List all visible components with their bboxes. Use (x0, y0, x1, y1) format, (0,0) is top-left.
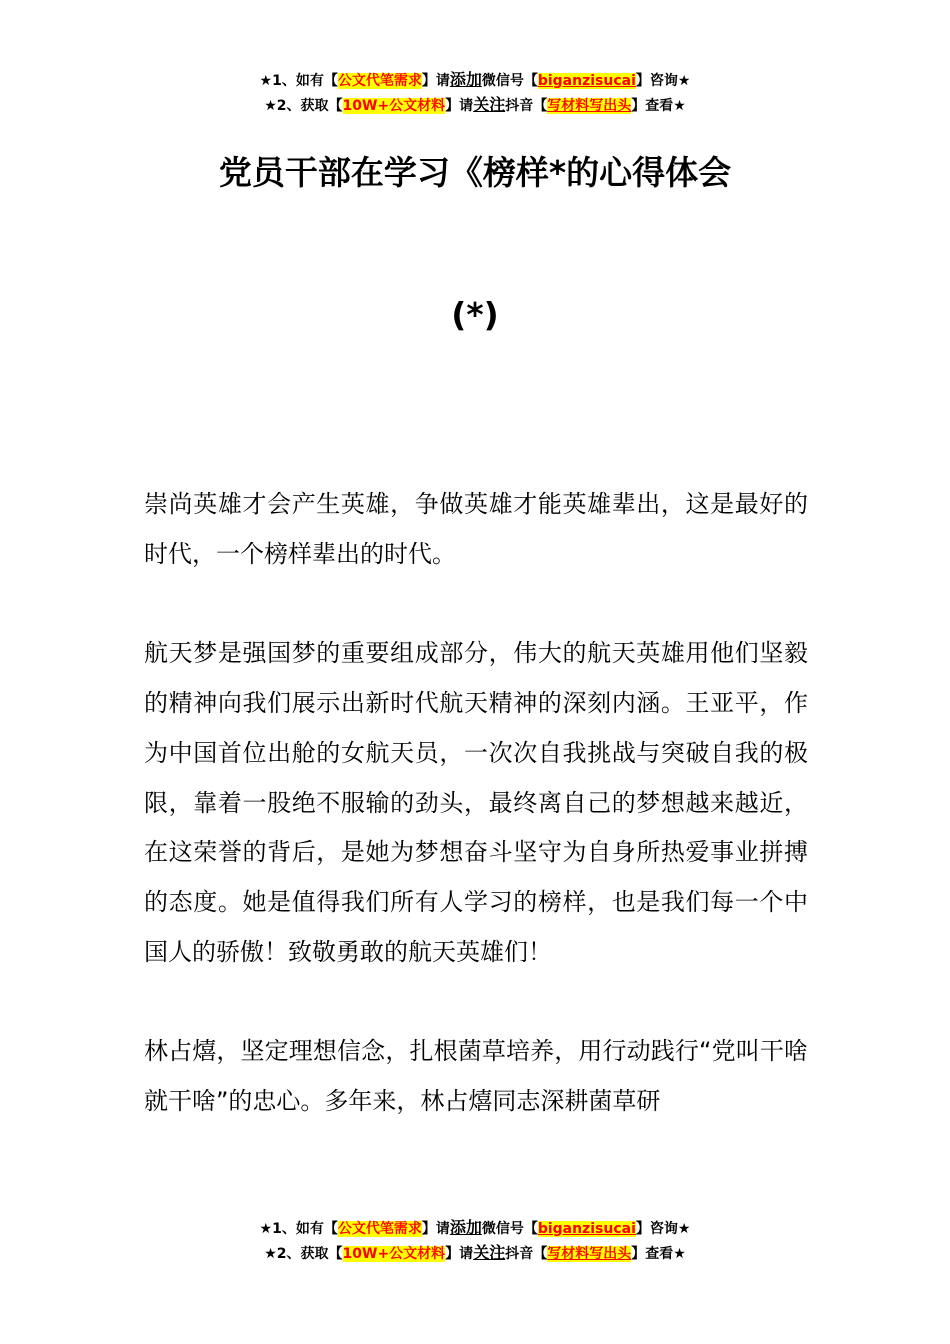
banner-text: ★2、获取【 (264, 1246, 343, 1262)
banner-highlight-wechat: biganzisucai (537, 73, 636, 89)
banner-text: ★2、获取【 (264, 98, 343, 114)
document-subtitle: (*) (451, 295, 499, 334)
banner-highlight: 10W+公文材料 (342, 98, 446, 114)
banner-text: 】咨询★ (635, 1221, 691, 1237)
banner-highlight-wechat: biganzisucai (537, 1221, 636, 1237)
banner-line-1 (0, 68, 950, 93)
banner-text: 】请 (421, 73, 450, 89)
document-title: 党员干部在学习《榜样*的心得体会 (218, 153, 732, 192)
banner-line-1 (0, 1216, 950, 1241)
banner-text: 抖音【 (505, 1246, 548, 1262)
banner-text: 】请 (445, 98, 474, 114)
banner-emphasis: 关注 (473, 1243, 506, 1262)
banner-text: 】查看★ (631, 98, 686, 114)
banner-emphasis: 添加 (449, 70, 482, 89)
banner-emphasis: 关注 (473, 95, 506, 114)
paragraph-2: 航天梦是强国梦的重要组成部分，伟大的航天英雄用他们坚毅的精神向我们展示出新时代航天精神的深刻内涵。王亚平，作为中国首位出舱的女航天员，一次次自我挑战与突破自我的极限，靠着一股绝不服输的劲头，最终离自己的梦想越来越近，在这荣誉的背后，是她为梦想奋斗坚守为自身所热爱事业拼搏的态度。她是值得我们所有人学习的榜样，也是我们每一个中国人的骄傲！致敬勇敢的航天英雄们！ (144, 639, 808, 966)
banner-text: 微信号【 (481, 73, 538, 89)
banner-text: 】查看★ (631, 1246, 686, 1262)
banner-text: ★1、如有【 (259, 73, 338, 89)
banner-highlight-douyin: 写材料写出头 (547, 1246, 632, 1262)
banner-text: ★1、如有【 (259, 1221, 338, 1237)
banner-highlight-douyin: 写材料写出头 (547, 98, 632, 114)
banner-text: 】请 (445, 1246, 474, 1262)
footer-banner (0, 1216, 950, 1266)
banner-text: 微信号【 (481, 1221, 538, 1237)
document-body (144, 480, 808, 1177)
banner-text: 】咨询★ (635, 73, 691, 89)
banner-highlight: 公文代笔需求 (337, 73, 422, 89)
banner-highlight: 公文代笔需求 (337, 1221, 422, 1237)
banner-text: 】请 (421, 1221, 450, 1237)
banner-line-2 (0, 1241, 950, 1266)
banner-line-2 (0, 93, 950, 118)
banner-highlight: 10W+公文材料 (342, 1246, 446, 1262)
header-banner (0, 68, 950, 118)
banner-text: 抖音【 (505, 98, 548, 114)
banner-emphasis: 添加 (449, 1218, 482, 1237)
paragraph-1: 崇尚英雄才会产生英雄，争做英雄才能英雄辈出，这是最好的时代，一个榜样辈出的时代。 (144, 490, 808, 568)
paragraph-3: 林占熺，坚定理想信念，扎根菌草培养，用行动践行“党叫干啥就干啥”的忠心。多年来，林占熺同志深耕菌草研 (144, 1037, 808, 1116)
